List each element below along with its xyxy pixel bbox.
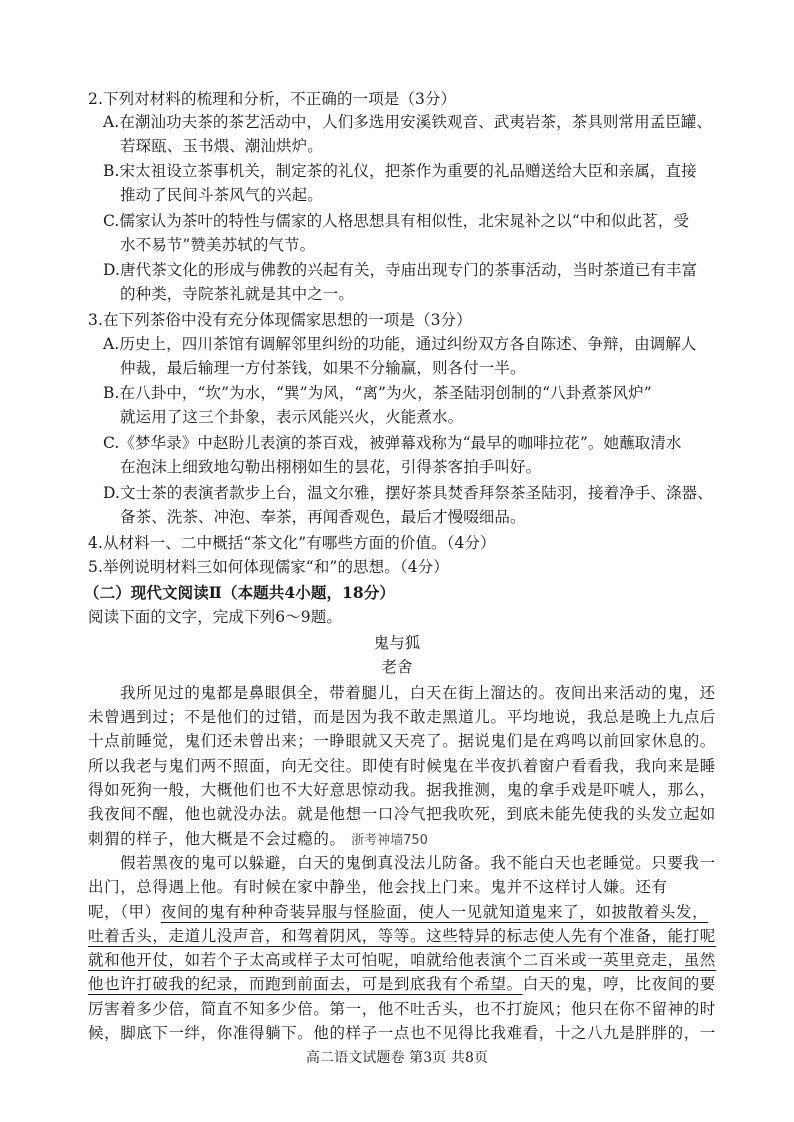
question-4: 4.从材料一、二中概括“茶文化”有哪些方面的价值。（4分） xyxy=(88,534,496,552)
section-heading: （二）现代文阅读Ⅱ（本题共4小题，18分） xyxy=(84,583,396,602)
paragraph-2-text: 白天的鬼，哼，比夜间的要 xyxy=(522,975,716,993)
question-3-option-d-cont: 备茶、洗茶、冲泡、奉茶，再闻香观色，最后才慢啜细品。 xyxy=(120,508,526,526)
question-3-option-a-cont: 仲裁，最后输理一方付茶钱，如果不分输赢，则各付一半。 xyxy=(120,359,526,377)
paragraph-2-line xyxy=(88,949,716,971)
question-2-option-c-cont: 水不易节”赞美苏轼的气节。 xyxy=(120,236,316,254)
question-3-option-b-cont: 就运用了这三个卦象，表示风能兴火，火能煮水。 xyxy=(120,408,464,426)
paragraph-1-line: 十点前睡觉，鬼们还未曾出来；一睁眼就又天亮了。据说鬼们是在鸡鸣以前回家休息的。 xyxy=(88,732,716,750)
paragraph-2-line: 假若黑夜的鬼可以躲避，白天的鬼倒真没法儿防备。我不能白天也老睡觉。只要我一 xyxy=(120,854,716,872)
paragraph-1-line: 得如死狗一般，大概他们也不大好意思惊动我。据我推测，鬼的拿手戏是吓唬人，那么， xyxy=(88,781,716,799)
paragraph-1-line: 未曾遇到过；不是他们的过错，而是因为我不敢走黑道儿。平均地说，我总是晚上九点后 xyxy=(88,708,716,726)
question-2-option-d: D.唐代茶文化的形成与佛教的兴起有关，寺庙出现专门的茶事活动，当时茶道已有丰富 xyxy=(103,261,698,279)
watermark-text: 浙考神墙750 xyxy=(351,833,428,848)
question-2-option-b: B.宋太祖设立茶事机关，制定茶的礼仪，把茶作为重要的礼品赠送给大臣和亲属，直接 xyxy=(103,162,697,180)
question-2-option-c: C.儒家认为茶叶的特性与儒家的人格思想具有相似性，北宋晁补之以“中和似此茗，受 xyxy=(103,212,690,230)
paragraph-1-line xyxy=(88,828,428,852)
paragraph-1-line: 所以我老与鬼们两不照面，向无交往。即使有时候鬼在半夜扒着窗户看看我，我向来是睡 xyxy=(88,757,716,775)
question-3-option-c-cont: 在泡沫上细致地勾勒出栩栩如生的昙花，引得茶客拍手叫好。 xyxy=(120,458,542,476)
underlined-passage: 吐着舌头，走道儿没声音，和驾着阴风，等等。这些特异的标志使人先有个准备，能打呢 xyxy=(88,927,716,945)
question-2-option-a: A.在潮汕功夫茶的茶艺活动中，人们多选用安溪铁观音、武夷岩茶，茶具则常用孟臣罐、 xyxy=(103,113,713,131)
question-3-option-d: D.文士茶的表演者款步上台，温文尔雅，摆好茶具焚香拜祭茶圣陆羽，接着净手、涤器、 xyxy=(103,484,713,502)
paragraph-1-line: 我所见过的鬼都是鼻眼俱全，带着腿儿，白天在街上溜达的。夜间出来活动的鬼，还 xyxy=(120,684,716,702)
marker-jia: 呢，（甲） xyxy=(88,903,161,921)
page-footer: 高二语文试题卷 第3页 共8页 xyxy=(305,1050,489,1066)
question-5: 5.举例说明材料三如何体现儒家“和”的思想。（4分） xyxy=(88,558,449,576)
paragraph-2-line xyxy=(88,901,711,923)
question-2-option-a-cont: 若琛瓯、玉书煨、潮汕烘炉。 xyxy=(120,137,323,155)
paragraph-2-line: 厉害着多少倍，简直不知多少倍。第一，他不吐舌头，也不打旋风；他只在你不留神的时 xyxy=(88,1000,716,1018)
section-instruction: 阅读下面的文字，完成下列6～9题。 xyxy=(88,608,342,626)
article-title: 鬼与狐 xyxy=(373,634,421,652)
question-3-option-a: A.历史上，四川茶馆有调解邻里纠纷的功能，通过纠纷双方各自陈述、争辩，由调解人 xyxy=(103,335,697,353)
paragraph-2-line: 候，脚底下一绊，你准得躺下。他的样子一点也不见得比我难看，十之八九是胖胖的，一 xyxy=(88,1024,716,1042)
paragraph-2-line xyxy=(88,973,716,995)
paragraph-1-line: 我夜间不醒，他也就没办法。就是他想一口冷气把我吹死，到底未能先使我的头发立起如 xyxy=(88,805,716,823)
question-3-option-c: C.《梦华录》中赵盼儿表演的茶百戏，被弹幕戏称为“最早的咖啡拉花”。她蘸取清水 xyxy=(103,434,682,452)
question-2-option-d-cont: 的种类，寺院茶礼就是其中之一。 xyxy=(120,285,355,303)
article-author: 老舍 xyxy=(381,658,413,676)
underlined-passage: 夜间的鬼有种种奇装异服与怪脸面，使人一见就知道鬼来了，如披散着头发， xyxy=(160,903,709,921)
question-2-option-b-cont: 推动了民间斗茶风气的兴起。 xyxy=(120,186,323,204)
underlined-passage: 就和他开仗，如若个子太高或样子太可怕呢，咱就给他表演个二百米或一英里竞走，虽然 xyxy=(88,951,716,969)
paragraph-2-line xyxy=(88,925,716,947)
question-3-stem: 3.在下列茶俗中没有充分体现儒家思想的一项是（3分） xyxy=(88,311,472,329)
underlined-passage: 他也许打破我的纪录，而跑到前面去，可是到底我有个希望。 xyxy=(88,975,523,993)
paragraph-2-line: 出门，总得遇上他。有时候在家中静坐，他会找上门来。鬼并不这样讨人嫌。还有 xyxy=(88,878,668,896)
question-3-option-b: B.在八卦中，“坎”为水，“巽”为风，“离”为火，茶圣陆羽创制的“八卦煮茶风炉” xyxy=(103,384,652,402)
question-2-stem: 2.下列对材料的梳理和分析，不正确的一项是（3分） xyxy=(88,90,457,108)
paragraph-1-last-text: 刺猬的样子，他大概是不会过瘾的。 xyxy=(88,830,346,848)
